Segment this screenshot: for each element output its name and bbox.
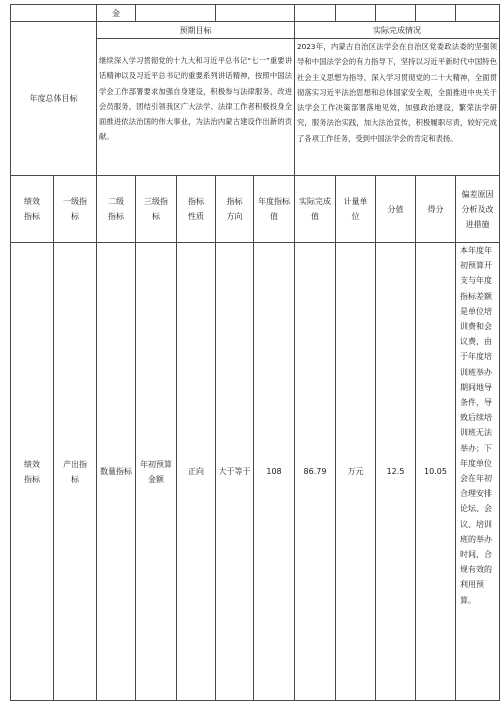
rule [10, 4, 500, 5]
row-direction: 大于等于 [218, 467, 251, 476]
actual-text: 2023年，内蒙古自治区法学会在自治区党委政法委的坚强领导和中国法学会的有力指导下，坚持以习近平新时代中国特色社会主义思想为指导，深入学习贯彻党的二十大精神，全面贯彻落实习近平法治思想和总体国家安全观，全面推进中央关于法学会工作决策部署落地见效，加强政治建设，繁荣法学研究，服务法治实践，加大法治宣传，积极履职尽责，较好完成了各项工作任务，受到中国法学会的肯定和表扬。 [297, 42, 497, 143]
col-header-unit: 计量单位 [343, 197, 368, 221]
row-deviation: 本年度年初预算开支与年度指标差额是单位培训费和会议费，由于年度培训班举办期间地导条件，导致后续培训班无法举办；下年度单位会在年初合理安排论坛、会议、培训班的举办时间，合规有效的利用预算。 [460, 246, 492, 605]
row-target-value: 108 [266, 467, 282, 476]
row-lvl3: 年初预算金额 [140, 459, 172, 484]
rule [335, 4, 336, 21]
col-header-nature: 指标性质 [188, 197, 204, 221]
col-header-lvl2: 二级指标 [108, 197, 124, 221]
actual-header: 实际完成情况 [373, 25, 421, 35]
row-nature: 正向 [188, 467, 204, 476]
row-unit: 万元 [347, 467, 364, 476]
rule [415, 4, 416, 21]
col-header-direction: 指标方向 [226, 197, 243, 221]
rule [455, 4, 456, 21]
row-lvl2: 数量指标 [100, 467, 132, 476]
rule [499, 4, 500, 701]
rule [135, 4, 136, 21]
col-header-target-value: 年度指标值 [258, 197, 290, 221]
col-header-score: 得分 [427, 204, 444, 214]
col-header-score-weight: 分值 [387, 204, 404, 214]
col-header-actual-value: 实际完成值 [299, 197, 331, 221]
col-header-lvl1: 一级指标 [63, 197, 87, 221]
col-header-lvl3: 三级指标 [144, 197, 168, 221]
row-score-weight: 12.5 [386, 467, 405, 476]
col-header-perf: 绩效指标 [24, 197, 40, 221]
rule [215, 4, 216, 21]
row-lvl1: 产出指标 [63, 459, 87, 484]
overall-goal-label: 年度总体目标 [29, 94, 78, 103]
target-header: 预期目标 [179, 25, 212, 35]
row-score: 10.05 [424, 467, 447, 476]
row-actual-value: 86.79 [303, 467, 327, 476]
rule [455, 175, 456, 701]
row-perf: 绩效指标 [24, 459, 40, 484]
target-text: 继续深入学习贯彻党的十九大和习近平总书记“七一”重要讲话精神以及习近平总书记的重要系列讲话精神，按照中国法学会工作部署要求加强自身建设，积极参与法律服务，改进会员服务，团结引领我区广大法学、法律工作者积极投身全面推进依法治国的伟大事业，为法治内蒙古建设作出新的贡献。 [99, 56, 292, 142]
rule [375, 4, 376, 21]
top-row-label: 金 [112, 8, 120, 18]
col-header-deviation: 偏差原因分析及改进措施 [461, 189, 494, 229]
